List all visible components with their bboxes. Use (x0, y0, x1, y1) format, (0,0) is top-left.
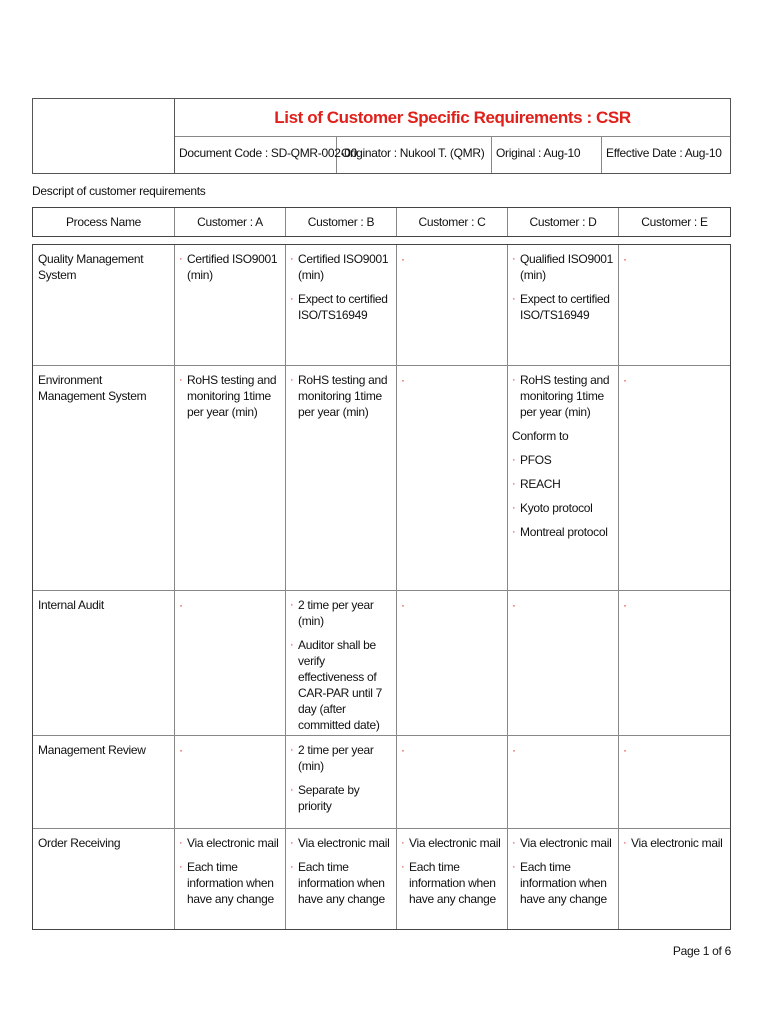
table-row (33, 736, 730, 829)
bullet-icon: · (623, 743, 627, 757)
column-header-row (32, 207, 731, 237)
bullet-icon: · (512, 502, 516, 514)
table-row (33, 245, 730, 366)
requirement-item (290, 859, 392, 907)
requirement-item (290, 742, 392, 774)
requirement-text: RoHS testing and monitoring 1time per year (min) (187, 373, 277, 419)
bullet-icon: · (401, 837, 405, 849)
requirement-item (512, 251, 614, 283)
process-name-cell (33, 245, 175, 365)
requirement-item (179, 859, 281, 907)
requirement-item (623, 835, 726, 851)
customer-cell (397, 366, 508, 590)
process-name-cell (33, 591, 175, 735)
customer-cell (508, 736, 619, 828)
column-header: Customer : C (397, 208, 508, 236)
bullet-icon: · (290, 744, 294, 756)
customer-cell (397, 245, 508, 365)
requirement-text: 2 time per year (min) (298, 743, 374, 773)
requirement-item (290, 372, 392, 420)
bullet-icon: · (401, 743, 405, 757)
requirement-text: 2 time per year (min) (298, 598, 374, 628)
bullet-icon: · (623, 252, 627, 266)
requirement-text: Via electronic mail (631, 836, 723, 850)
requirement-text: RoHS testing and monitoring 1time per year (min) (298, 373, 388, 419)
requirement-item (512, 476, 614, 492)
process-name-cell (33, 366, 175, 590)
requirement-text: Auditor shall be verify effectiveness of CAR-PAR until 7 day (after committed date) (298, 638, 382, 732)
bullet-icon: · (512, 598, 516, 612)
process-name: Internal Audit (38, 598, 104, 612)
document-title: List of Customer Specific Requirements : CSR (175, 99, 730, 137)
customer-cell (397, 591, 508, 735)
bullet-icon: · (512, 374, 516, 386)
bullet-icon: · (179, 837, 183, 849)
customer-cell (508, 829, 619, 929)
requirement-item (290, 835, 392, 851)
bullet-icon: · (512, 454, 516, 466)
column-header: Customer : D (508, 208, 619, 236)
customer-cell (619, 591, 730, 735)
requirement-item (401, 835, 503, 851)
requirement-item (179, 251, 281, 283)
customer-cell (508, 591, 619, 735)
requirement-text: Via electronic mail (409, 836, 501, 850)
bullet-icon: · (512, 526, 516, 538)
bullet-icon: · (623, 837, 627, 849)
requirement-item (512, 372, 614, 420)
document-code: Document Code : SD-QMR-002-00 (175, 137, 337, 173)
bullet-icon: · (179, 374, 183, 386)
bullet-icon: · (512, 743, 516, 757)
bullet-icon: · (290, 253, 294, 265)
requirement-text: Montreal protocol (520, 525, 608, 539)
process-name-cell (33, 736, 175, 828)
bullet-icon: · (623, 598, 627, 612)
requirement-item (512, 859, 614, 907)
table-row (33, 591, 730, 736)
customer-cell (508, 366, 619, 590)
requirements-table (32, 244, 731, 930)
requirement-text: Conform to (512, 429, 569, 443)
bullet-icon: · (179, 743, 183, 757)
requirement-text: Each time information when have any change (298, 860, 385, 906)
requirement-text: Via electronic mail (520, 836, 612, 850)
customer-cell (286, 829, 397, 929)
requirement-text: Via electronic mail (187, 836, 279, 850)
bullet-icon: · (290, 374, 294, 386)
bullet-icon: · (179, 598, 183, 612)
column-header: Customer : B (286, 208, 397, 236)
bullet-icon: · (179, 861, 183, 873)
bullet-icon: · (512, 861, 516, 873)
customer-cell (175, 366, 286, 590)
bullet-icon: · (512, 478, 516, 490)
requirement-text: Certified ISO9001 (min) (187, 252, 278, 282)
customer-cell (175, 829, 286, 929)
page-number: Page 1 of 6 (672, 944, 731, 958)
requirement-text: RoHS testing and monitoring 1time per year (min) (520, 373, 610, 419)
requirement-text: Via electronic mail (298, 836, 390, 850)
column-header: Customer : E (641, 215, 708, 229)
requirement-item (290, 251, 392, 283)
originator: Originator : Nukool T. (QMR) (337, 137, 492, 173)
requirement-text: Kyoto protocol (520, 501, 593, 515)
bullet-icon: · (623, 373, 627, 387)
customer-cell (175, 245, 286, 365)
customer-cell (175, 736, 286, 828)
customer-cell (397, 736, 508, 828)
requirement-item (290, 637, 392, 733)
process-name: Management Review (38, 743, 146, 757)
column-header: Customer : A (175, 208, 286, 236)
table-row (33, 829, 730, 929)
process-name-cell (33, 829, 175, 929)
bullet-icon: · (290, 639, 294, 651)
customer-cell (619, 245, 730, 365)
customer-cell (175, 591, 286, 735)
column-header: Process Name (33, 208, 175, 236)
requirement-item (512, 291, 614, 323)
requirement-text: Separate by priority (298, 783, 360, 813)
requirement-item (512, 452, 614, 468)
requirement-item (401, 859, 503, 907)
customer-cell (619, 829, 730, 929)
requirement-item (290, 597, 392, 629)
requirement-item (179, 372, 281, 420)
requirement-item (512, 428, 614, 444)
bullet-icon: · (179, 253, 183, 265)
customer-cell (286, 366, 397, 590)
process-name: Quality Management System (38, 252, 144, 282)
requirement-text: Each time information when have any change (409, 860, 496, 906)
bullet-icon: · (290, 599, 294, 611)
bullet-icon: · (290, 861, 294, 873)
bullet-icon: · (401, 598, 405, 612)
bullet-icon: · (401, 373, 405, 387)
original-date: Original : Aug-10 (492, 137, 602, 173)
customer-cell (619, 736, 730, 828)
effective-date: Effective Date : Aug-10 (606, 146, 722, 160)
requirement-text: PFOS (520, 453, 552, 467)
customer-cell (286, 736, 397, 828)
process-name: Order Receiving (38, 836, 121, 850)
requirement-item (512, 500, 614, 516)
requirement-item (179, 835, 281, 851)
bullet-icon: · (401, 861, 405, 873)
bullet-icon: · (290, 293, 294, 305)
bullet-icon: · (401, 252, 405, 266)
customer-cell (286, 245, 397, 365)
description-label: Descript of customer requirements (32, 184, 206, 198)
logo-cell (33, 99, 175, 173)
requirement-item (512, 524, 614, 540)
bullet-icon: · (290, 837, 294, 849)
bullet-icon: · (290, 784, 294, 796)
requirement-item (290, 782, 392, 814)
bullet-icon: · (512, 837, 516, 849)
requirement-text: Expect to certified ISO/TS16949 (298, 292, 388, 322)
requirement-text: Each time information when have any change (187, 860, 274, 906)
table-row (33, 366, 730, 591)
requirement-item (512, 835, 614, 851)
requirement-text: REACH (520, 477, 561, 491)
customer-cell (508, 245, 619, 365)
bullet-icon: · (512, 253, 516, 265)
customer-cell (619, 366, 730, 590)
customer-cell (397, 829, 508, 929)
document-header (32, 98, 731, 174)
process-name: Environment Management System (38, 373, 147, 403)
requirement-text: Expect to certified ISO/TS16949 (520, 292, 610, 322)
customer-cell (286, 591, 397, 735)
requirement-text: Certified ISO9001 (min) (298, 252, 389, 282)
requirement-item (290, 291, 392, 323)
requirement-text: Qualified ISO9001 (min) (520, 252, 613, 282)
bullet-icon: · (512, 293, 516, 305)
requirement-text: Each time information when have any change (520, 860, 607, 906)
